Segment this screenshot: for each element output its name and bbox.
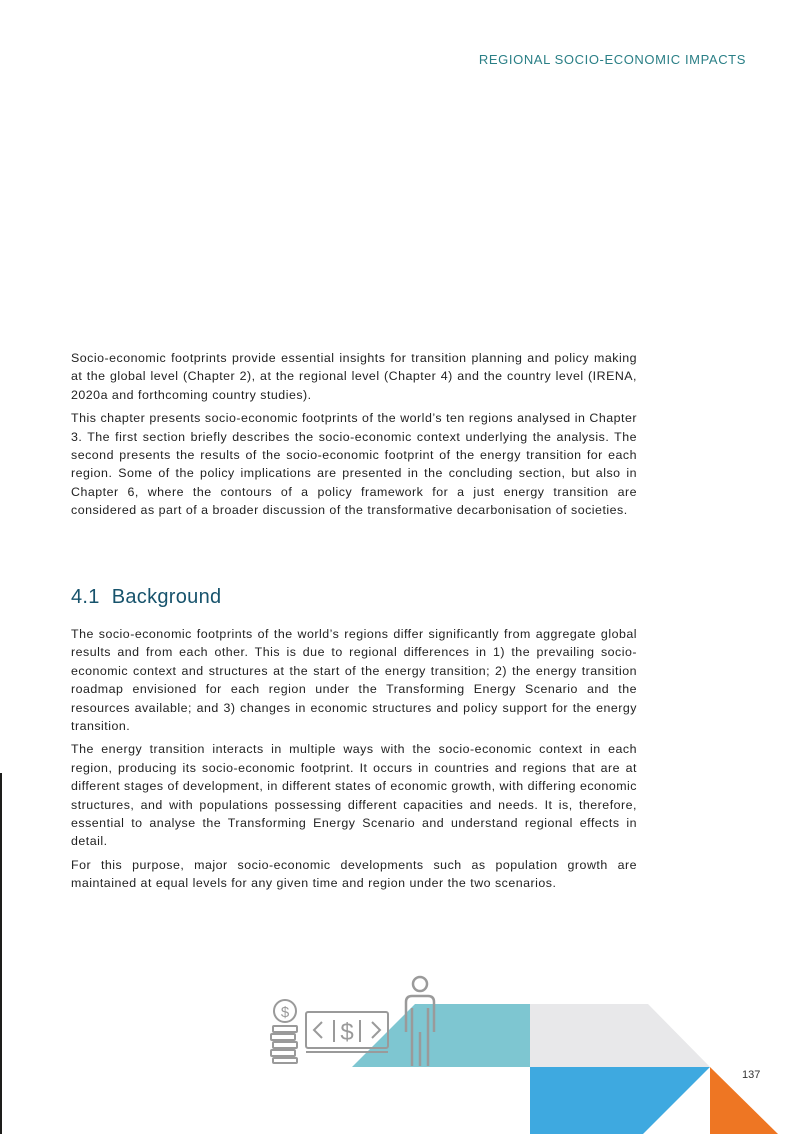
- section-heading: [71, 586, 221, 609]
- footer-graphic: [0, 960, 803, 1134]
- svg-text:$: $: [340, 1019, 354, 1046]
- gray-trapezoid: [530, 1004, 710, 1067]
- intro-text: [71, 349, 637, 525]
- paragraph: Socio-economic footprints provide essential insights for transition planning and policy making at the global level (Chapter 2), at the regional level (Chapter 4) and the country level (IRENA, 2020a and forthcoming country studies).: [71, 351, 637, 402]
- section-number: 4.1: [71, 586, 100, 608]
- svg-text:$: $: [280, 1004, 290, 1021]
- paragraph: The energy transition interacts in multiple ways with the socio-economic context in each region, producing its socio-economic footprint. It occurs in countries and regions that are at different stages of development, in different states of economic growth, with differing economic structures, and with populations possessing different capacities and needs. It is, therefore, essential to analyse the Transforming Energy Scenario and understand regional effects in detail.: [71, 742, 637, 849]
- running-header: REGIONAL SOCIO-ECONOMIC IMPACTS: [478, 52, 746, 67]
- coin-stack-icon: [271, 1000, 297, 1063]
- section-title: Background: [111, 586, 222, 608]
- paragraph: This chapter presents socio-economic footprints of the world’s ten regions analysed in Chapter 3. The first section briefly describes the socio-economic context underlying the analysis. The second presents the results of the socio-economic footprint of the energy transition for each region. Some of the policy implications are presented in the concluding section, but also in Chapter 6, where the contours of a policy framework for a just energy transition are considered as part of a broader discussion of the transformative decarbonisation of societies.: [71, 411, 637, 518]
- page-number: 137: [742, 1069, 761, 1081]
- blue-block: [530, 1067, 710, 1134]
- teal-parallelogram: [352, 1004, 530, 1067]
- paragraph: The socio-economic footprints of the world’s regions differ significantly from aggregate global results and from each other. This is due to regional differences in 1) the prevailing socio-economic context and structures at the start of the energy transition; 2) the energy transition roadmap envisioned for each region under the Transforming Energy Scenario and the resources available; and 3) changes in economic structures and policy support for the energy transition.: [71, 627, 637, 734]
- section-body: [71, 625, 637, 898]
- paragraph: For this purpose, major socio-economic developments such as population growth are maintained at equal levels for any given time and region under the two scenarios.: [71, 857, 637, 891]
